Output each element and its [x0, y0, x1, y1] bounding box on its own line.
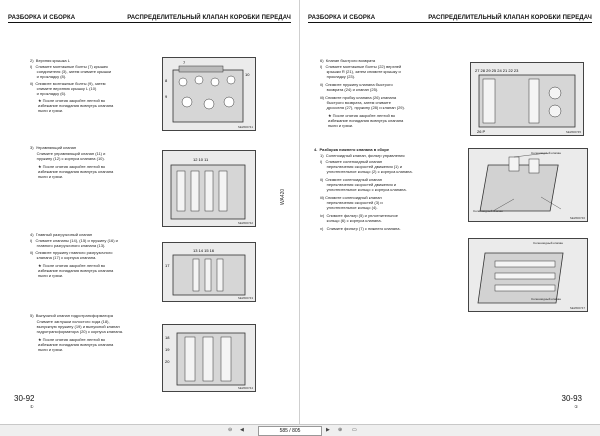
figure-code: SEW00741 — [237, 125, 253, 129]
figure-callout: Соленоидный клапан — [533, 241, 563, 245]
figure-torque-converter-valve — [162, 324, 256, 392]
step-text: iii) Снимите пробку клапана (26) клапана быстрого возврата, затем снимите дросселя (27), пружину (28) и клапан (29). — [320, 95, 405, 111]
valve-drawing-icon — [163, 58, 255, 130]
page-revision: ① — [30, 404, 34, 409]
svg-text:9: 9 — [165, 94, 168, 99]
svg-text:8: 8 — [165, 78, 168, 83]
figure-callout: Соленоидный клапан — [473, 209, 503, 213]
page-header — [308, 10, 592, 23]
step-text: v) Снимите фильтр (7) с нижнего клапана. — [320, 226, 401, 231]
section-title: 4) Главный разгрузочный клапан — [30, 232, 93, 237]
figure-code: SEW00742 — [237, 221, 253, 225]
figure-control-valve — [162, 150, 256, 227]
valve-drawing-icon — [471, 63, 583, 135]
step-text: iii) Снимите соленоидный клапан переключения скоростей (3) и уплотнительное кольцо (4). — [320, 195, 383, 211]
svg-text:7: 7 — [183, 60, 186, 65]
step-text: i) Снимите клапаны (14), (15) и пружину (16) и главного разгрузочного клапана (13). — [30, 238, 118, 249]
section-title: 3) Управляющий клапан — [30, 145, 77, 150]
section-title: 2) Верхняя крышка L — [30, 58, 70, 63]
svg-text:18: 18 — [165, 335, 170, 340]
svg-text:10: 10 — [245, 72, 250, 77]
previous-page-icon[interactable]: ◀ — [240, 427, 244, 433]
svg-text:27 28 29 25 24 21 22 23: 27 28 29 25 24 21 22 23 — [475, 68, 519, 73]
step-text: ii) Снимите монтажные болты (9), затем снимите верхнюю крышку L (10) и прокладку (6). — [30, 81, 106, 97]
section-title: 4. Разборка нижнего клапана в сборе — [314, 147, 390, 152]
page-header — [8, 10, 291, 23]
header-chapter-title: РАСПРЕДЕЛИТЕЛЬНЫЙ КЛАПАН КОРОБКИ ПЕРЕДАЧ — [428, 15, 592, 21]
note-text: ★ После снятия закройте лентой во избежание попадания вовнутрь клапана пыли и грязи. — [328, 113, 403, 129]
section-title: 5) Выпускной клапан гидротрансформатора — [30, 313, 114, 318]
page-number: 30-92 — [14, 394, 35, 403]
note-text: ★ После снятия закройте лентой во избежание попадания вовнутрь клапана пыли и грязи. — [38, 98, 113, 114]
left-page — [0, 0, 300, 425]
note-text: ★ После снятия закройте лентой во избежание попадания вовнутрь клапана пыли и грязи. — [38, 337, 113, 353]
figure-code: SEW00743 — [237, 296, 253, 300]
note-text: ★ После снятия закройте лентой во избежание попадания вовнутрь клапана пыли и грязи. — [38, 263, 113, 279]
step-text: Снимите заглушки холостого хода (18), выпускную пружину (19) и выпускной клапан гидротрансформатора (20) с корпуса клапана. — [36, 319, 124, 335]
step-text: i) Снимите монтажные болты (7) крышек соединителя (3), затем снимите крышки и прокладку (8). — [30, 64, 112, 80]
note-text: ★ После снятия закройте лентой во избежание попадания вовнутрь клапана пыли и грязи. — [38, 164, 113, 180]
figure-code: SEW00746 — [569, 216, 585, 220]
valve-drawing-icon — [469, 239, 587, 311]
svg-text:17: 17 — [165, 263, 170, 268]
valve-drawing-icon — [163, 325, 255, 391]
page-indicator[interactable]: 585 / 805 — [258, 426, 322, 436]
step-text: ii) Снимите соленоидный клапан переключения скоростей движения и уплотнительное кольцо с корпуса клапана. — [320, 177, 407, 193]
svg-text:13 14 15 16: 13 14 15 16 — [193, 248, 215, 253]
figure-solenoid-valves-lower — [468, 238, 588, 312]
step-text: iv) Снимите фильтр (5) и уплотнительное кольцо (6) с корпуса клапана. — [320, 213, 398, 224]
svg-text:19: 19 — [165, 347, 170, 352]
header-section-title: РАЗБОРКА И СБОРКА — [8, 15, 76, 21]
figure-main-relief-valve — [162, 242, 256, 302]
viewer-toolbar — [0, 424, 600, 436]
step-text: ii) Снимите пружину главного разгрузочного клапана (17) с корпуса клапана. — [30, 250, 113, 261]
fit-page-icon[interactable]: ▭ — [352, 427, 357, 433]
figure-code: SEW00744 — [237, 386, 253, 390]
figure-upper-cover — [162, 57, 256, 131]
next-page-icon[interactable]: ▶ — [326, 427, 330, 433]
valve-drawing-icon — [163, 243, 255, 301]
header-section-title: РАЗБОРКА И СБОРКА — [308, 15, 376, 21]
figure-quick-return-valve — [470, 62, 584, 136]
valve-drawing-icon — [163, 151, 255, 226]
header-chapter-title: РАСПРЕДЕЛИТЕЛЬНЫЙ КЛАПАН КОРОБКИ ПЕРЕДАЧ — [127, 15, 291, 21]
zoom-out-icon[interactable]: ⊖ — [228, 427, 233, 433]
side-code: WA420 — [280, 188, 286, 205]
figure-callout: Соленоидный клапан — [531, 151, 561, 155]
zoom-in-icon[interactable]: ⊕ — [338, 427, 343, 433]
figure-code: SEW00745 — [565, 130, 581, 134]
right-page — [300, 0, 600, 425]
page-revision: ① — [574, 404, 578, 409]
figure-code: SEW00747 — [569, 306, 585, 310]
figure-solenoid-valves — [468, 148, 588, 222]
figure-callout: Соленоидный клапан — [531, 297, 561, 301]
subsection-title: 1) Соленоидный клапан, фильтр управления — [320, 153, 405, 158]
svg-text:26 P: 26 P — [477, 129, 486, 134]
svg-text:20: 20 — [165, 359, 170, 364]
svg-text:12 10 11: 12 10 11 — [193, 157, 209, 162]
step-text: i) Снимите соленоидный клапан переключения скоростей движения (1) и уплотнительное кольцо (2) с корпуса клапана. — [320, 159, 413, 175]
page-number: 30-93 — [561, 394, 582, 403]
step-text: i) Снимите монтажные болты (22) верхней крышки R (21), затем снимите крышку и прокладку (23). — [320, 64, 402, 80]
step-text: ii) Снимите пружину клапана быстрого возврата (24) и клапан (25). — [320, 82, 393, 93]
section-title: 6) Клапан быстрого возврата — [320, 58, 376, 63]
step-text: Снимите управляющий клапан (11) и пружину (12) с корпуса клапана (10). — [36, 151, 106, 162]
